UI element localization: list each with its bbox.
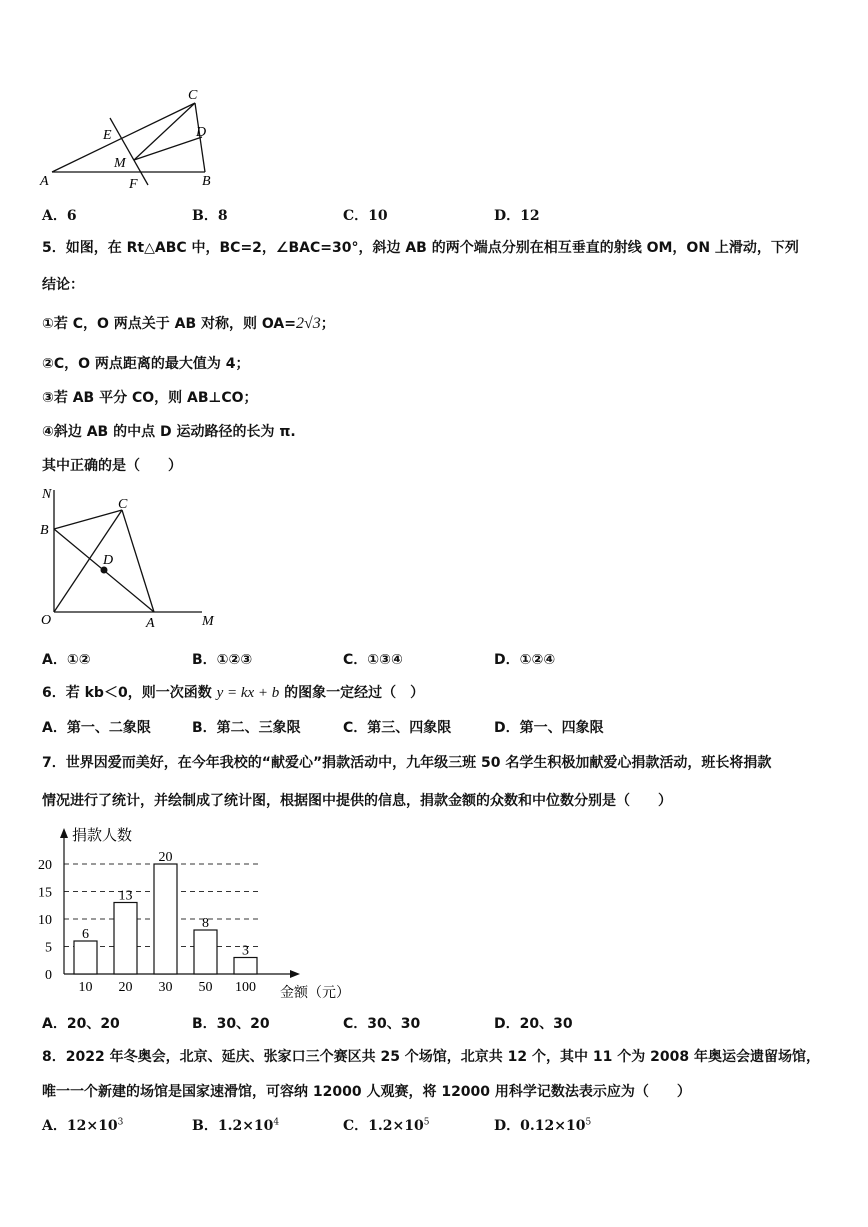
q4-option-d[interactable]: D．12 [494,208,540,224]
q8-option-d-exp: 5 [585,1117,592,1128]
bar [194,930,217,974]
q5-option-c[interactable]: C．①③④ [343,652,403,668]
q5-conclusion-2: ②C，O 两点距离的最大值为 4； [42,356,250,372]
bar [234,958,257,975]
y-axis-label: 捐款人数 [72,828,133,844]
x-axis-label: 金额（元） [280,986,350,1001]
bar-value-label: 3 [242,943,249,959]
q6-formula: y = kx + b [216,685,280,701]
q8-stem-line2: 唯一一个新建的场馆是国家速滑馆，可容纳 12000 人观赛，将 12000 用科学记数法表示应为（ ） [42,1084,691,1100]
x-tick-label: 20 [118,980,133,995]
q6-option-a[interactable]: A．第一、二象限 [42,720,151,736]
q4-option-b[interactable]: B．8 [192,208,228,224]
y-tick-label: 10 [38,913,52,928]
q5-label-N: N [42,487,52,502]
q8-option-a-base: A．12×10 [42,1118,118,1134]
q8-option-b-exp: 4 [273,1117,280,1128]
q4-label-A: A [40,174,49,189]
q7-stem-line2: 情况进行了统计，并绘制成了统计图，根据图中提供的信息，捐款金额的众数和中位数分别是（ ） [42,793,672,809]
q6-option-c[interactable]: C．第三、四象限 [343,720,452,736]
bar-value-label: 8 [202,916,209,931]
q4-label-B: B [202,174,211,189]
q5-label-A: A [146,616,155,631]
q5-conclusion-4: ④斜边 AB 的中点 D 运动路径的长为 π. [42,424,296,440]
q5-option-b[interactable]: B．①②③ [192,652,253,668]
q7-option-d[interactable]: D．20、30 [494,1016,573,1032]
q5-figure [30,482,230,632]
q6-stem-suffix: 的图象一定经过（ ） [284,685,425,701]
q8-option-c[interactable] [343,1115,429,1135]
q7-bar-chart [28,822,368,1007]
q5-conclusion-1 [42,313,335,333]
q8-option-d[interactable] [494,1115,591,1135]
q5-c1-prefix: ①若 C，O 两点关于 AB 对称，则 OA= [42,316,296,332]
q4-label-D: D [196,125,207,140]
q4-option-a[interactable]: A．6 [42,208,77,224]
q4-label-F: F [129,177,138,192]
bar-value-label: 20 [158,850,173,865]
x-tick-label: 50 [198,980,213,995]
q4-label-E: E [103,128,112,143]
q5-option-d[interactable]: D．①②④ [494,652,556,668]
q5-conclusion-3: ③若 AB 平分 CO，则 AB⊥CO； [42,390,258,406]
y-tick-label: 5 [45,940,52,956]
q4-label-M: M [114,156,126,171]
q7-option-c[interactable]: C．30、30 [343,1016,421,1032]
q8-option-b[interactable] [192,1115,279,1135]
q6-stem-prefix: 6．若 kb＜0，则一次函数 [42,685,212,701]
bar [74,941,97,974]
q5-stem-line1: 5．如图，在 Rt△ABC 中，BC=2，∠BAC=30°，斜边 AB 的两个端点分别在相互垂直的射线 OM，ON 上滑动，下列 [42,240,799,256]
q5-c1-value: 2√3 [296,315,321,332]
q5-label-O: O [41,613,52,628]
q7-option-a[interactable]: A．20、20 [42,1016,120,1032]
x-tick-label: 10 [78,980,93,995]
q6-stem [42,682,424,702]
q4-option-c[interactable]: C．10 [343,208,388,224]
q8-option-a-exp: 3 [117,1117,124,1128]
q8-option-d-base: D．0.12×10 [494,1118,586,1134]
q5-c1-suffix: ； [320,316,335,332]
x-axis-arrow [290,970,300,978]
q5-stem-line2: 结论： [42,277,84,293]
y-tick-label: 0 [45,968,52,983]
q6-option-b[interactable]: B．第二、三象限 [192,720,301,736]
q8-option-c-exp: 5 [423,1117,430,1128]
q8-option-c-base: C．1.2×10 [343,1118,424,1134]
x-tick-label: 100 [235,980,256,995]
q4-triangle-figure [30,85,230,195]
q6-option-d[interactable]: D．第一、四象限 [494,720,604,736]
q8-option-a[interactable] [42,1115,123,1135]
bar [114,903,137,975]
y-tick-label: 20 [38,858,52,873]
q4-label-C: C [188,88,198,103]
q5-label-M: M [202,614,214,629]
q5-label-D: D [103,553,114,568]
bar [154,864,177,974]
q8-stem-line1: 8．2022 年冬奥会，北京、延庆、张家口三个赛区共 25 个场馆，北京共 12 个，其中 11 个为 2008 年奥运会遗留场馆， [42,1049,820,1065]
bar-value-label: 13 [118,888,133,904]
bar-value-label: 6 [82,927,89,942]
q7-stem-line1: 7．世界因爱而美好，在今年我校的“献爱心”捐款活动中，九年级三班 50 名学生积极加献爱心捐款活动，班长将捐款 [42,755,772,771]
q8-option-b-base: B．1.2×10 [192,1118,274,1134]
q5-option-a[interactable]: A．①② [42,652,91,668]
q5-label-B: B [40,523,49,538]
y-tick-label: 15 [38,885,52,901]
q7-option-b[interactable]: B．30、20 [192,1016,270,1032]
q5-question: 其中正确的是（ ） [42,458,182,474]
x-tick-label: 30 [158,980,173,995]
y-axis-arrow [60,828,68,838]
q5-label-C: C [118,497,128,512]
